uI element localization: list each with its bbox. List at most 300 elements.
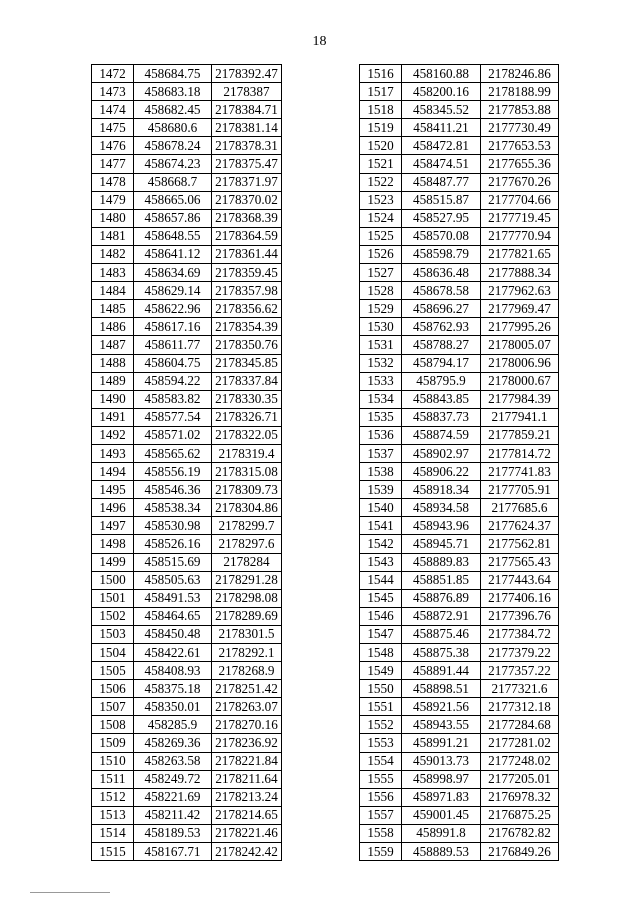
point-number-cell: 1520 [360,137,402,155]
table-row [92,65,282,83]
table-row [92,571,282,589]
x-coordinate-cell: 458665.06 [134,191,212,209]
y-coordinate-cell: 2178368.39 [212,209,282,227]
table-row [92,788,282,806]
y-coordinate-cell: 2177281.02 [481,734,559,752]
x-coordinate-cell: 458898.51 [402,680,481,698]
point-number-cell: 1559 [360,843,402,861]
table-row [92,481,282,499]
point-number-cell: 1488 [92,354,134,372]
point-number-cell: 1538 [360,463,402,481]
y-coordinate-cell: 2177321.6 [481,680,559,698]
x-coordinate-cell: 458684.75 [134,65,212,83]
x-coordinate-cell: 458515.87 [402,191,481,209]
x-coordinate-cell: 458464.65 [134,607,212,625]
y-coordinate-cell: 2178387 [212,83,282,101]
table-row [92,535,282,553]
table-row [360,264,559,282]
y-coordinate-cell: 2178359.45 [212,264,282,282]
point-number-cell: 1498 [92,535,134,553]
table-row [360,788,559,806]
table-row [360,426,559,444]
point-number-cell: 1529 [360,300,402,318]
table-row [360,644,559,662]
table-row [92,300,282,318]
table-row [360,589,559,607]
x-coordinate-cell: 458546.36 [134,481,212,499]
y-coordinate-cell: 2177719.45 [481,209,559,227]
x-coordinate-cell: 458200.16 [402,83,481,101]
y-coordinate-cell: 2178354.39 [212,318,282,336]
y-coordinate-cell: 2178315.08 [212,463,282,481]
y-coordinate-cell: 2177969.47 [481,300,559,318]
point-number-cell: 1535 [360,408,402,426]
y-coordinate-cell: 2177384.72 [481,625,559,643]
point-number-cell: 1501 [92,589,134,607]
table-row [360,282,559,300]
coordinates-table-right [359,64,559,861]
table-row [92,83,282,101]
table-row [92,137,282,155]
y-coordinate-cell: 2177653.53 [481,137,559,155]
x-coordinate-cell: 458636.48 [402,264,481,282]
x-coordinate-cell: 458634.69 [134,264,212,282]
point-number-cell: 1524 [360,209,402,227]
point-number-cell: 1541 [360,517,402,535]
x-coordinate-cell: 458906.22 [402,463,481,481]
y-coordinate-cell: 2178361.44 [212,245,282,263]
y-coordinate-cell: 2176978.32 [481,788,559,806]
y-coordinate-cell: 2178304.86 [212,499,282,517]
x-coordinate-cell: 458629.14 [134,282,212,300]
x-coordinate-cell: 459013.73 [402,752,481,770]
x-coordinate-cell: 458680.6 [134,119,212,137]
x-coordinate-cell: 458875.38 [402,644,481,662]
point-number-cell: 1499 [92,553,134,571]
x-coordinate-cell: 458889.53 [402,843,481,861]
point-number-cell: 1509 [92,734,134,752]
y-coordinate-cell: 2178326.71 [212,408,282,426]
y-coordinate-cell: 2178006.96 [481,354,559,372]
point-number-cell: 1556 [360,788,402,806]
point-number-cell: 1497 [92,517,134,535]
point-number-cell: 1516 [360,65,402,83]
x-coordinate-cell: 458921.56 [402,698,481,716]
y-coordinate-cell: 2178213.24 [212,788,282,806]
x-coordinate-cell: 458788.27 [402,336,481,354]
x-coordinate-cell: 458594.22 [134,372,212,390]
y-coordinate-cell: 2178309.73 [212,481,282,499]
y-coordinate-cell: 2177962.63 [481,282,559,300]
x-coordinate-cell: 458648.55 [134,227,212,245]
y-coordinate-cell: 2177443.64 [481,571,559,589]
table-row [360,101,559,119]
table-row [92,191,282,209]
point-number-cell: 1503 [92,625,134,643]
point-number-cell: 1515 [92,843,134,861]
point-number-cell: 1481 [92,227,134,245]
y-coordinate-cell: 2177655.36 [481,155,559,173]
y-coordinate-cell: 2178221.46 [212,824,282,842]
point-number-cell: 1526 [360,245,402,263]
table-row [360,734,559,752]
y-coordinate-cell: 2178268.9 [212,662,282,680]
table-row [360,209,559,227]
table-row [360,173,559,191]
y-coordinate-cell: 2178291.28 [212,571,282,589]
table-row [92,752,282,770]
x-coordinate-cell: 458249.72 [134,770,212,788]
y-coordinate-cell: 2178371.97 [212,173,282,191]
x-coordinate-cell: 458874.59 [402,426,481,444]
point-number-cell: 1479 [92,191,134,209]
y-coordinate-cell: 2178211.64 [212,770,282,788]
table-row [360,463,559,481]
y-coordinate-cell: 2176782.82 [481,824,559,842]
x-coordinate-cell: 458474.51 [402,155,481,173]
x-coordinate-cell: 458683.18 [134,83,212,101]
x-coordinate-cell: 458696.27 [402,300,481,318]
point-number-cell: 1484 [92,282,134,300]
table-row [360,806,559,824]
point-number-cell: 1480 [92,209,134,227]
y-coordinate-cell: 2177995.26 [481,318,559,336]
x-coordinate-cell: 458678.24 [134,137,212,155]
x-coordinate-cell: 458527.95 [402,209,481,227]
x-coordinate-cell: 458945.71 [402,535,481,553]
x-coordinate-cell: 458943.55 [402,716,481,734]
y-coordinate-cell: 2178292.1 [212,644,282,662]
y-coordinate-cell: 2178270.16 [212,716,282,734]
point-number-cell: 1512 [92,788,134,806]
point-number-cell: 1536 [360,426,402,444]
point-number-cell: 1476 [92,137,134,155]
x-coordinate-cell: 458263.58 [134,752,212,770]
y-coordinate-cell: 2177814.72 [481,444,559,462]
x-coordinate-cell: 458934.58 [402,499,481,517]
point-number-cell: 1511 [92,770,134,788]
x-coordinate-cell: 458794.17 [402,354,481,372]
x-coordinate-cell: 458491.53 [134,589,212,607]
point-number-cell: 1553 [360,734,402,752]
table-row [92,625,282,643]
point-number-cell: 1495 [92,481,134,499]
point-number-cell: 1492 [92,426,134,444]
point-number-cell: 1514 [92,824,134,842]
point-number-cell: 1513 [92,806,134,824]
x-coordinate-cell: 458583.82 [134,390,212,408]
point-number-cell: 1491 [92,408,134,426]
table-row [92,173,282,191]
y-coordinate-cell: 2177705.91 [481,481,559,499]
y-coordinate-cell: 2177205.01 [481,770,559,788]
x-coordinate-cell: 458515.69 [134,553,212,571]
y-coordinate-cell: 2176849.26 [481,843,559,861]
table-row [360,571,559,589]
y-coordinate-cell: 2177670.26 [481,173,559,191]
table-row [360,752,559,770]
x-coordinate-cell: 458160.88 [402,65,481,83]
x-coordinate-cell: 458918.34 [402,481,481,499]
x-coordinate-cell: 458991.8 [402,824,481,842]
table-row [360,662,559,680]
x-coordinate-cell: 458943.96 [402,517,481,535]
y-coordinate-cell: 2178381.14 [212,119,282,137]
y-coordinate-cell: 2178284 [212,553,282,571]
point-number-cell: 1493 [92,444,134,462]
x-coordinate-cell: 458998.97 [402,770,481,788]
x-coordinate-cell: 458598.79 [402,245,481,263]
y-coordinate-cell: 2177821.65 [481,245,559,263]
point-number-cell: 1543 [360,553,402,571]
point-number-cell: 1517 [360,83,402,101]
x-coordinate-cell: 458411.21 [402,119,481,137]
y-coordinate-cell: 2178370.02 [212,191,282,209]
y-coordinate-cell: 2177357.22 [481,662,559,680]
table-row [92,734,282,752]
table-row [360,155,559,173]
table-row [92,824,282,842]
point-number-cell: 1502 [92,607,134,625]
x-coordinate-cell: 458577.54 [134,408,212,426]
table-row [92,245,282,263]
x-coordinate-cell: 458570.08 [402,227,481,245]
x-coordinate-cell: 458167.71 [134,843,212,861]
table-row [360,607,559,625]
y-coordinate-cell: 2178378.31 [212,137,282,155]
y-coordinate-cell: 2177853.88 [481,101,559,119]
table-row [92,444,282,462]
x-coordinate-cell: 458678.58 [402,282,481,300]
x-coordinate-cell: 458269.36 [134,734,212,752]
y-coordinate-cell: 2178322.05 [212,426,282,444]
point-number-cell: 1519 [360,119,402,137]
coordinates-table-left [91,64,282,861]
table-row [360,698,559,716]
point-number-cell: 1478 [92,173,134,191]
table-row [360,372,559,390]
y-coordinate-cell: 2177984.39 [481,390,559,408]
table-row [360,625,559,643]
x-coordinate-cell: 458682.45 [134,101,212,119]
point-number-cell: 1508 [92,716,134,734]
y-coordinate-cell: 2177888.34 [481,264,559,282]
point-number-cell: 1544 [360,571,402,589]
point-number-cell: 1522 [360,173,402,191]
y-coordinate-cell: 2177248.02 [481,752,559,770]
y-coordinate-cell: 2178345.85 [212,354,282,372]
point-number-cell: 1521 [360,155,402,173]
table-row [360,408,559,426]
point-number-cell: 1546 [360,607,402,625]
table-row [92,119,282,137]
y-coordinate-cell: 2177379.22 [481,644,559,662]
table-row [360,499,559,517]
x-coordinate-cell: 458657.86 [134,209,212,227]
x-coordinate-cell: 458530.98 [134,517,212,535]
y-coordinate-cell: 2178221.84 [212,752,282,770]
x-coordinate-cell: 458189.53 [134,824,212,842]
table-row [92,607,282,625]
y-coordinate-cell: 2178263.07 [212,698,282,716]
table-row [92,716,282,734]
point-number-cell: 1489 [92,372,134,390]
table-row [360,65,559,83]
y-coordinate-cell: 2177704.66 [481,191,559,209]
table-row [360,354,559,372]
y-coordinate-cell: 2178005.07 [481,336,559,354]
table-row [360,517,559,535]
point-number-cell: 1530 [360,318,402,336]
table-row [92,155,282,173]
x-coordinate-cell: 458487.77 [402,173,481,191]
y-coordinate-cell: 2178251.42 [212,680,282,698]
x-coordinate-cell: 458875.46 [402,625,481,643]
table-row [360,481,559,499]
x-coordinate-cell: 458450.48 [134,625,212,643]
y-coordinate-cell: 2178246.86 [481,65,559,83]
table-row [92,282,282,300]
point-number-cell: 1548 [360,644,402,662]
x-coordinate-cell: 458622.96 [134,300,212,318]
x-coordinate-cell: 458350.01 [134,698,212,716]
point-number-cell: 1525 [360,227,402,245]
x-coordinate-cell: 458851.85 [402,571,481,589]
y-coordinate-cell: 2177562.81 [481,535,559,553]
x-coordinate-cell: 458221.69 [134,788,212,806]
table-row [360,553,559,571]
x-coordinate-cell: 458526.16 [134,535,212,553]
page-number: 18 [312,34,327,49]
table-row [360,535,559,553]
table-row [92,209,282,227]
point-number-cell: 1507 [92,698,134,716]
x-coordinate-cell: 458611.77 [134,336,212,354]
y-coordinate-cell: 2177406.16 [481,589,559,607]
table-row [92,426,282,444]
point-number-cell: 1539 [360,481,402,499]
table-row [360,318,559,336]
x-coordinate-cell: 458571.02 [134,426,212,444]
y-coordinate-cell: 2177312.18 [481,698,559,716]
x-coordinate-cell: 458889.83 [402,553,481,571]
table-row [92,843,282,861]
x-coordinate-cell: 458837.73 [402,408,481,426]
point-number-cell: 1505 [92,662,134,680]
y-coordinate-cell: 2178299.7 [212,517,282,535]
x-coordinate-cell: 458891.44 [402,662,481,680]
point-number-cell: 1554 [360,752,402,770]
table-row [92,589,282,607]
y-coordinate-cell: 2178214.65 [212,806,282,824]
point-number-cell: 1547 [360,625,402,643]
point-number-cell: 1475 [92,119,134,137]
point-number-cell: 1473 [92,83,134,101]
table-row [92,644,282,662]
y-coordinate-cell: 2177770.94 [481,227,559,245]
x-coordinate-cell: 458902.97 [402,444,481,462]
x-coordinate-cell: 458762.93 [402,318,481,336]
x-coordinate-cell: 458472.81 [402,137,481,155]
x-coordinate-cell: 458843.85 [402,390,481,408]
table-row [360,227,559,245]
y-coordinate-cell: 2178330.35 [212,390,282,408]
table-row [360,444,559,462]
table-row [92,680,282,698]
table-row [360,390,559,408]
point-number-cell: 1487 [92,336,134,354]
point-number-cell: 1483 [92,264,134,282]
y-coordinate-cell: 2178319.4 [212,444,282,462]
table-row [92,354,282,372]
point-number-cell: 1545 [360,589,402,607]
y-coordinate-cell: 2177741.83 [481,463,559,481]
y-coordinate-cell: 2177565.43 [481,553,559,571]
x-coordinate-cell: 458991.21 [402,734,481,752]
y-coordinate-cell: 2177284.68 [481,716,559,734]
table-row [360,300,559,318]
point-number-cell: 1551 [360,698,402,716]
point-number-cell: 1485 [92,300,134,318]
y-coordinate-cell: 2177685.6 [481,499,559,517]
table-row [360,716,559,734]
table-row [92,499,282,517]
table-row [92,101,282,119]
point-number-cell: 1555 [360,770,402,788]
table-row [92,553,282,571]
table-row [92,517,282,535]
y-coordinate-cell: 2178298.08 [212,589,282,607]
point-number-cell: 1527 [360,264,402,282]
table-row [92,698,282,716]
table-row [360,336,559,354]
table-row [92,408,282,426]
point-number-cell: 1528 [360,282,402,300]
point-number-cell: 1540 [360,499,402,517]
y-coordinate-cell: 2177859.21 [481,426,559,444]
y-coordinate-cell: 2177730.49 [481,119,559,137]
point-number-cell: 1534 [360,390,402,408]
y-coordinate-cell: 2178301.5 [212,625,282,643]
x-coordinate-cell: 458505.63 [134,571,212,589]
table-row [92,390,282,408]
point-number-cell: 1558 [360,824,402,842]
x-coordinate-cell: 458668.7 [134,173,212,191]
x-coordinate-cell: 458604.75 [134,354,212,372]
y-coordinate-cell: 2178297.6 [212,535,282,553]
x-coordinate-cell: 459001.45 [402,806,481,824]
point-number-cell: 1506 [92,680,134,698]
table-row [92,806,282,824]
y-coordinate-cell: 2178392.47 [212,65,282,83]
point-number-cell: 1494 [92,463,134,481]
x-coordinate-cell: 458345.52 [402,101,481,119]
y-coordinate-cell: 2178337.84 [212,372,282,390]
point-number-cell: 1542 [360,535,402,553]
table-row [92,227,282,245]
point-number-cell: 1550 [360,680,402,698]
x-coordinate-cell: 458538.34 [134,499,212,517]
x-coordinate-cell: 458872.91 [402,607,481,625]
point-number-cell: 1549 [360,662,402,680]
table-row [92,264,282,282]
y-coordinate-cell: 2178242.42 [212,843,282,861]
table-row [92,318,282,336]
point-number-cell: 1531 [360,336,402,354]
point-number-cell: 1533 [360,372,402,390]
y-coordinate-cell: 2178384.71 [212,101,282,119]
table-row [360,137,559,155]
